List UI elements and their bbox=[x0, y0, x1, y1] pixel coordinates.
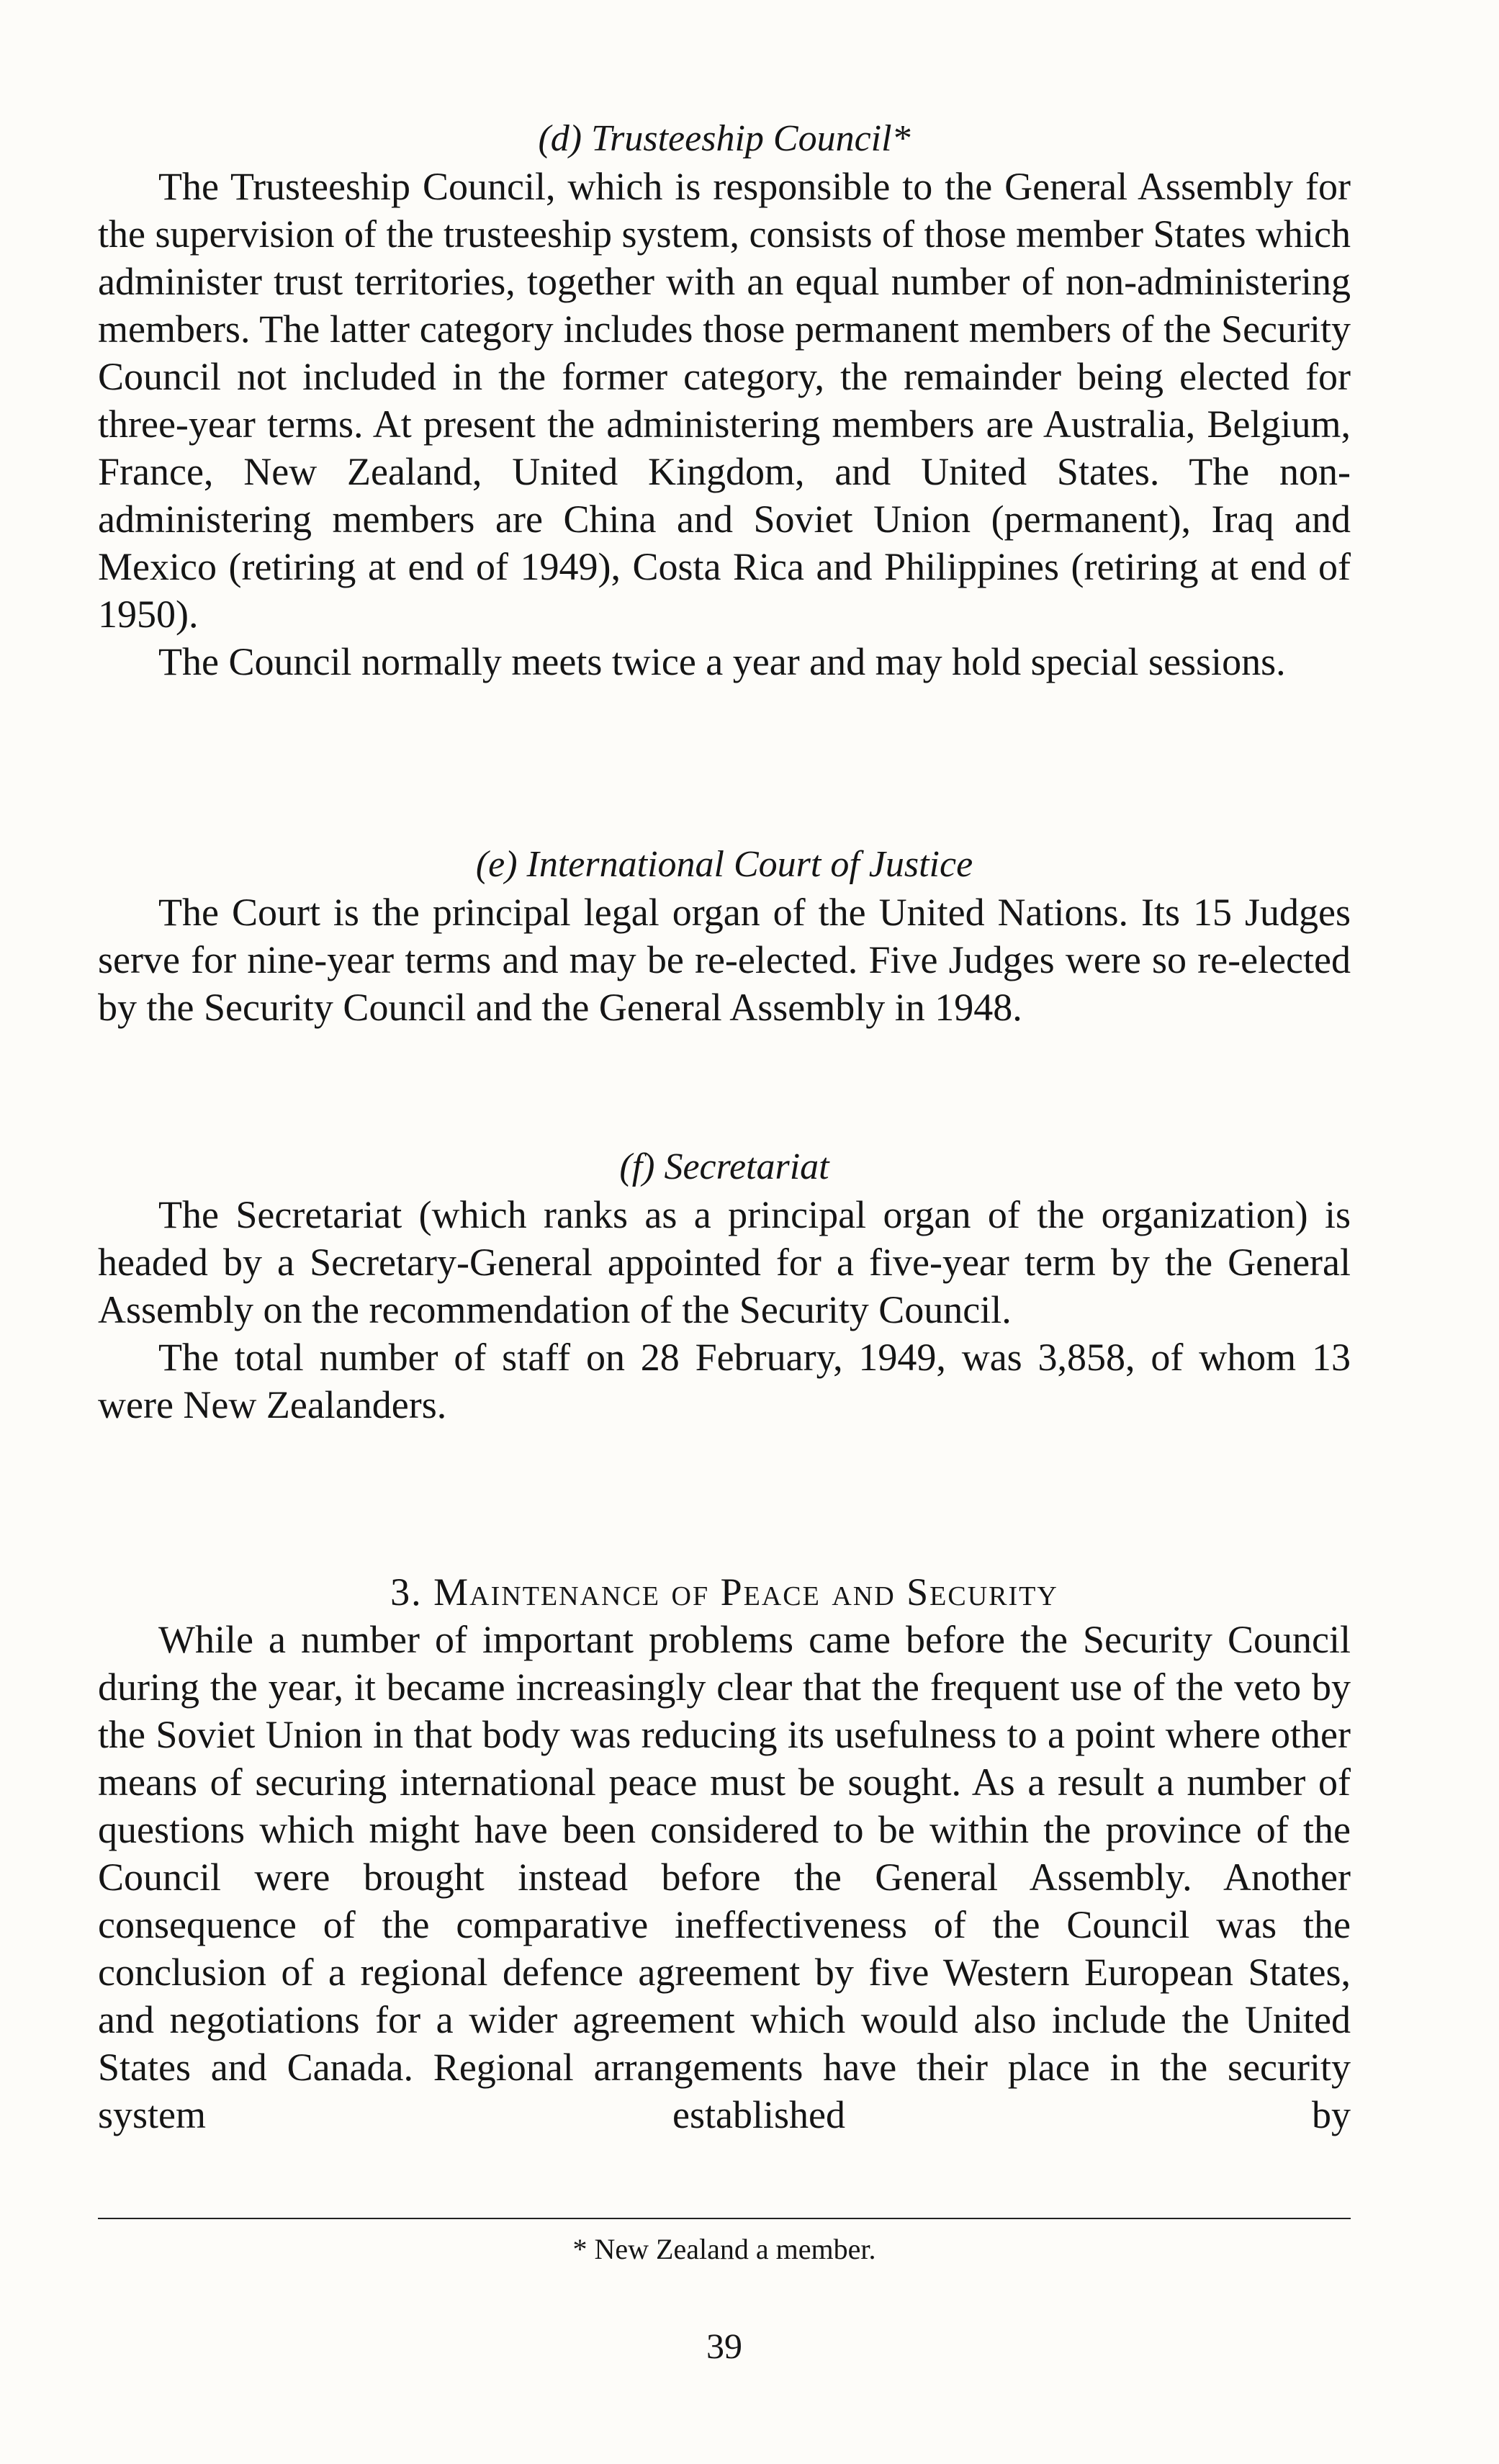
paragraph: While a number of important problems came before the Security Council during the year, it became increasingly clear that the frequent use of the veto by the Soviet Union in that body was reducing its usefulness to a point where other means of securing international peace must be sought. As a result a number of questions which might have been considered to be within the province of the Council were brought instead before the General Assembly. Another consequence of the comparative ineffectiveness of the Council was the conclusion of a regional defence agreement by five Western European States, and negotiations for a wider agreement which would also include the United States and Canada. Regional arrangements have their place in the security system established by bbox=[98, 1618, 1351, 2136]
section-heading: 3. Maintenance of Peace and Security bbox=[390, 1570, 1058, 1614]
section-maintenance-of-peace bbox=[98, 1568, 1351, 2139]
section-heading: (d) Trusteeship Council* bbox=[538, 118, 911, 159]
footnote-divider bbox=[98, 2218, 1351, 2219]
paragraph: The Secretariat (which ranks as a principal organ of the organization) is headed by a Secretary-General appointed for a five-year term by the General Assembly on the recommendation of the Security Council. bbox=[98, 1193, 1351, 1331]
section-secretariat bbox=[98, 1143, 1351, 1429]
footnote: * New Zealand a member. bbox=[572, 2233, 876, 2265]
section-heading: (f) Secretariat bbox=[619, 1146, 829, 1187]
section-international-court bbox=[98, 841, 1351, 1031]
section-trusteeship-council bbox=[98, 115, 1351, 685]
paragraph: The Court is the principal legal organ of the United Nations. Its 15 Judges serve for nine-year terms and may be re-elected. Five Judges were so re-elected by the Security Council and the General Assembly in 1948. bbox=[98, 891, 1351, 1029]
paragraph: The total number of staff on 28 February, 1949, was 3,858, of whom 13 were New Zealanders. bbox=[98, 1336, 1351, 1426]
paragraph: The Council normally meets twice a year and may hold special sessions. bbox=[158, 640, 1286, 683]
page-number: 39 bbox=[706, 2326, 742, 2366]
paragraph: The Trusteeship Council, which is responsible to the General Assembly for the supervision of the trusteeship system, consists of those member States which administer trust territories, together with an equal number of non-administering members. The latter category includes those permanent members of the Security Council not included in the former category, the remainder being elected for three-year terms. At present the administering members are Australia, Belgium, France, New Zealand, United Kingdom, and United States. The non-administering members are China and Soviet Union (permanent), Iraq and Mexico (retiring at end of 1949), Costa Rica and Philippines (retiring at end of 1950). bbox=[98, 165, 1351, 636]
section-heading: (e) International Court of Justice bbox=[475, 844, 973, 885]
